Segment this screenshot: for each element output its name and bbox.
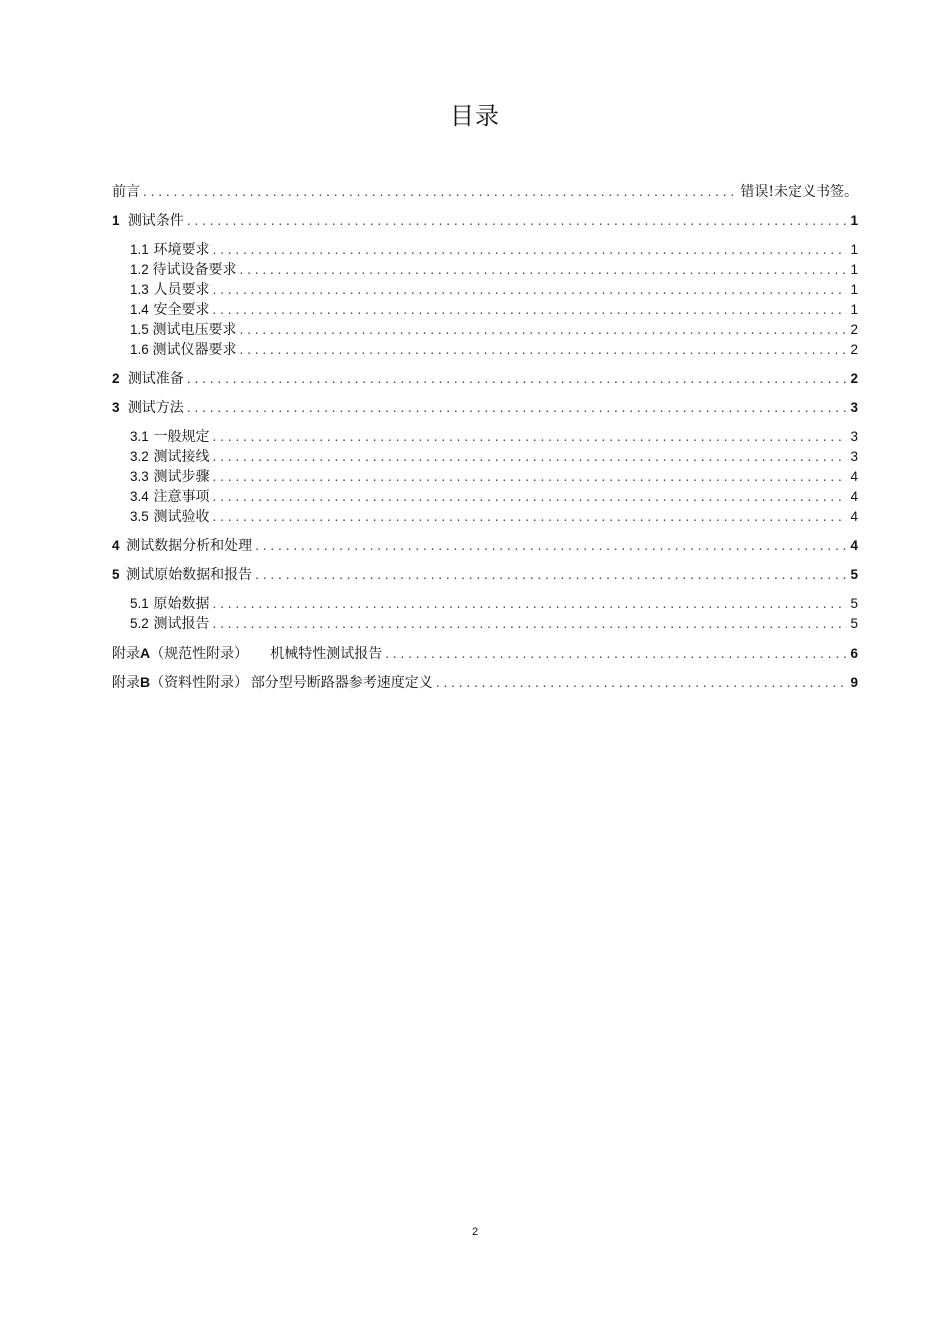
page-title: 目录	[450, 102, 500, 130]
toc-entry-label: 测试数据分析和处理	[126, 538, 253, 554]
appendix-letter: A	[140, 645, 151, 661]
toc-entry-appendix-B[interactable]	[112, 672, 858, 692]
appendix-kind: （资料性附录）	[150, 675, 249, 691]
toc-entry-page: 1	[850, 282, 858, 297]
toc-entry-label: 测试验收	[153, 509, 210, 525]
toc-entry-page: 3	[850, 400, 858, 415]
dot-leader	[436, 673, 848, 692]
toc-entry-section-4[interactable]	[112, 536, 858, 556]
toc-entry-number: 1.6	[130, 342, 149, 357]
dot-leader	[255, 536, 847, 556]
toc-entry-subsection-1.3[interactable]	[112, 280, 858, 300]
toc-entry-subsection-1.2[interactable]	[112, 260, 858, 280]
toc-entry-number: 1.3	[130, 282, 149, 297]
toc-entry-section-1[interactable]	[112, 211, 858, 231]
toc-entry-page: 9	[850, 675, 858, 690]
dot-leader	[239, 260, 847, 280]
toc-entry-page: 3	[850, 449, 858, 464]
toc-entry-subsection-1.5[interactable]	[112, 320, 858, 340]
toc-entry-number: 3.1	[130, 429, 149, 444]
toc-entry-label: 测试原始数据和报告	[126, 567, 253, 583]
dot-leader	[187, 369, 848, 389]
toc-entry-number: 2	[112, 371, 120, 386]
toc-entry-page: 1	[850, 213, 858, 228]
toc-entry-subsection-1.4[interactable]	[112, 300, 858, 320]
toc-entry-number: 1.1	[130, 242, 149, 257]
dot-leader	[212, 240, 847, 260]
toc-entry-page: 2	[850, 342, 858, 357]
toc-entry-label: 安全要求	[153, 302, 210, 318]
dot-leader	[187, 211, 848, 231]
toc-entry-number: 1.5	[130, 322, 149, 337]
toc-entry-number: 3.5	[130, 509, 149, 524]
toc-entry-subsection-3.4[interactable]	[112, 487, 858, 507]
toc-entry-label: 机械特性测试报告	[270, 646, 383, 662]
toc-entry-subsection-1.1[interactable]	[112, 240, 858, 260]
toc-entry-subsection-5.2[interactable]	[112, 614, 858, 634]
dot-leader	[212, 447, 847, 467]
toc-entry-appendix-A[interactable]	[112, 643, 858, 663]
toc-entry-number: 3.2	[130, 449, 149, 464]
dot-leader	[187, 398, 848, 418]
toc-entry-label: 一般规定	[153, 429, 210, 445]
dot-leader	[239, 320, 847, 340]
toc-entry-subsection-1.6[interactable]	[112, 340, 858, 360]
toc-entry-page: 1	[850, 262, 858, 277]
toc-entry-number: 3	[112, 400, 120, 415]
toc-entry-page: 4	[850, 469, 858, 484]
toc-entry-subsection-5.1[interactable]	[112, 594, 858, 614]
dot-leader	[212, 300, 847, 320]
toc-entry-label: 测试准备	[127, 371, 184, 387]
toc-entry-number: 5	[112, 567, 120, 582]
dot-leader	[239, 340, 847, 360]
toc-entry-page: 3	[850, 429, 858, 444]
toc-entry-subsection-3.1[interactable]	[112, 427, 858, 447]
toc-entry-section-5[interactable]	[112, 565, 858, 585]
dot-leader	[212, 614, 847, 634]
toc-entry-page: 5	[850, 567, 858, 582]
toc-entry-label: 部分型号断路器参考速度定义	[250, 675, 433, 691]
dot-leader	[212, 594, 847, 614]
toc-entry-label: 测试接线	[153, 449, 210, 465]
toc-entry-label: 原始数据	[153, 596, 210, 612]
toc-entry-label: 环境要求	[153, 242, 210, 258]
appendix-kind: （规范性附录）	[150, 646, 249, 662]
toc-entry-label: 人员要求	[153, 282, 210, 298]
dot-leader	[385, 644, 847, 663]
toc-entry-number: 4	[112, 538, 120, 553]
dot-leader	[212, 280, 847, 300]
dot-leader	[212, 487, 847, 507]
toc-entry-number: 5.2	[130, 616, 149, 631]
toc-entry-number: 1	[112, 213, 120, 228]
toc-entry-label: 测试方法	[127, 400, 184, 416]
toc-entry-page: 1	[850, 302, 858, 317]
table-of-contents	[112, 182, 858, 692]
toc-entry-label: 测试电压要求	[152, 322, 237, 338]
toc-entry-label: 测试报告	[153, 616, 210, 632]
toc-entry-foreword[interactable]	[112, 182, 858, 202]
page-number: 2	[471, 1226, 479, 1238]
toc-entry-label: 待试设备要求	[152, 262, 237, 278]
toc-entry-number: 1.2	[130, 262, 149, 277]
toc-entry-page: 2	[850, 322, 858, 337]
toc-entry-page: 5	[850, 616, 858, 631]
appendix-letter: B	[140, 674, 151, 690]
toc-entry-number: 1.4	[130, 302, 149, 317]
toc-entry-label: 测试步骤	[153, 469, 210, 485]
toc-entry-subsection-3.3[interactable]	[112, 467, 858, 487]
toc-entry-page: 4	[850, 538, 858, 553]
toc-entry-number: 3.3	[130, 469, 149, 484]
toc-entry-page: 1	[850, 242, 858, 257]
toc-entry-section-2[interactable]	[112, 369, 858, 389]
toc-entry-page: 4	[850, 489, 858, 504]
toc-entry-label: 前言	[112, 184, 140, 200]
dot-leader	[212, 507, 847, 527]
toc-entry-label: 测试条件	[127, 213, 184, 229]
dot-leader	[255, 565, 847, 585]
toc-entry-label: 测试仪器要求	[152, 342, 237, 358]
toc-entry-section-3[interactable]	[112, 398, 858, 418]
dot-leader	[212, 427, 847, 447]
toc-entry-label: 注意事项	[153, 489, 210, 505]
toc-entry-page: 6	[850, 646, 858, 661]
dot-leader	[143, 182, 737, 202]
toc-entry-page: 2	[850, 371, 858, 386]
dot-leader	[212, 467, 847, 487]
appendix-prefix: 附录	[112, 646, 140, 662]
toc-entry-number: 3.4	[130, 489, 149, 504]
toc-entry-page: 4	[850, 509, 858, 524]
toc-entry-subsection-3.5[interactable]	[112, 507, 858, 527]
toc-entry-page: 5	[850, 596, 858, 611]
appendix-prefix: 附录	[112, 675, 140, 691]
toc-entry-number: 5.1	[130, 596, 149, 611]
toc-entry-page: 错误!未定义书签。	[740, 184, 858, 200]
toc-entry-subsection-3.2[interactable]	[112, 447, 858, 467]
